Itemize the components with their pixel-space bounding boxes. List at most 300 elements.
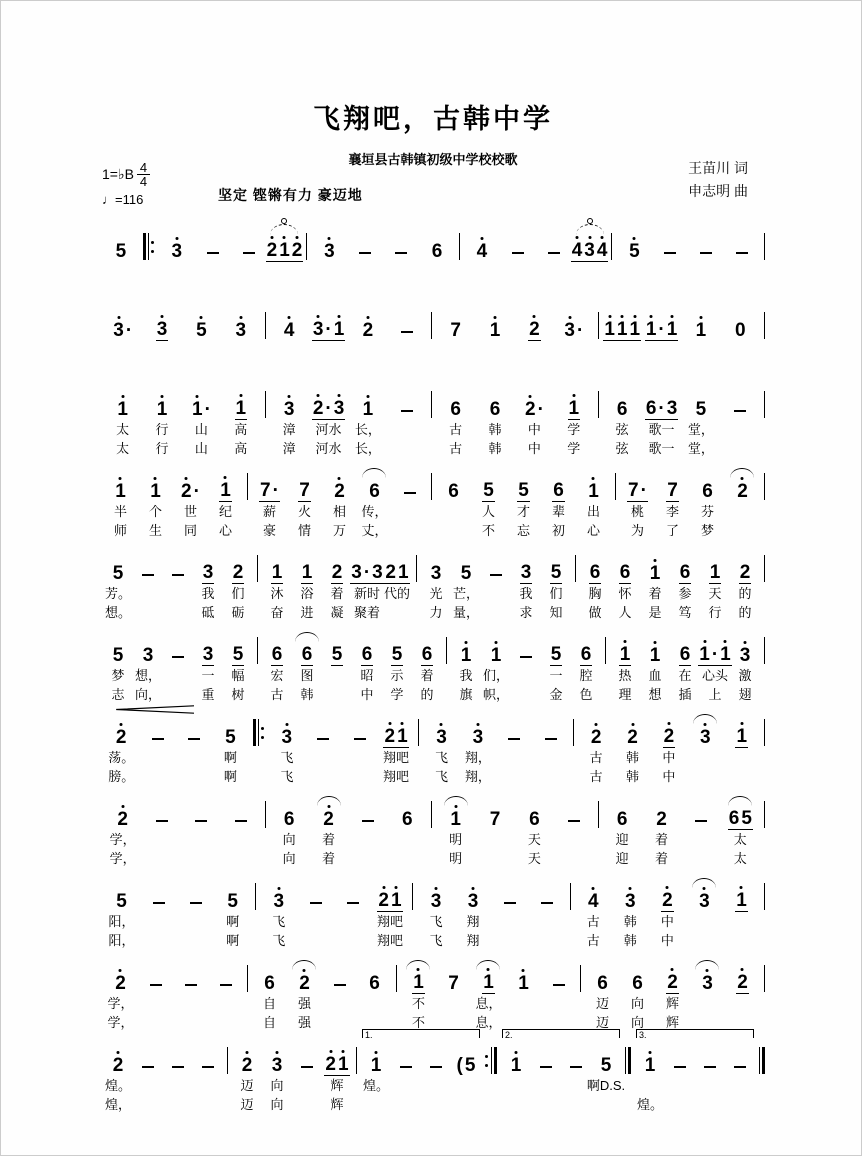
note-token [292, 1045, 322, 1114]
lyric-syllable: 代的 [383, 586, 410, 601]
key-tempo-block [102, 161, 150, 207]
time-signature [137, 161, 150, 188]
lyric-syllable: 行 [708, 605, 722, 620]
note-figure: 2 [232, 562, 244, 583]
note-figure: ( 5 [456, 1055, 476, 1076]
note-token [687, 717, 723, 786]
lyric-syllable: 古 [449, 441, 463, 456]
lyric-syllable: 出 [586, 504, 600, 519]
note-token [541, 963, 576, 1032]
expression-text: 坚定 铿锵有力 豪迈地 [218, 187, 363, 203]
note-figure: 1 · 1 [645, 319, 678, 340]
note-figure: 2 [115, 973, 126, 994]
lyric-syllable: 知 [549, 605, 563, 620]
lyric-syllable: 世 [183, 504, 197, 519]
lyric-syllable: 量， [452, 605, 479, 620]
lyric-syllable: 啊 [223, 750, 237, 765]
volta-bracket: 3. [636, 1029, 754, 1038]
slur-arc-icon [476, 960, 500, 970]
note-token [670, 553, 700, 622]
lyric-syllable: 辉 [330, 1097, 344, 1112]
note-figure [169, 553, 187, 584]
lyric-syllable: 一 [549, 668, 563, 683]
note-token [352, 635, 382, 704]
slur-arc-icon [406, 960, 430, 970]
note-figure: 2 [241, 1055, 253, 1076]
note-token [721, 799, 760, 868]
note-figure: 1 · [191, 399, 211, 420]
lyric-syllable: 山 [194, 422, 208, 437]
measure [600, 799, 764, 868]
tempo-value: =116 [115, 192, 144, 207]
lyric-syllable: 初 [551, 523, 565, 538]
note-token [193, 635, 223, 704]
note-token [388, 310, 427, 341]
note-token [506, 471, 541, 540]
lyric-syllable: 梦 [111, 668, 125, 683]
note-figure [692, 799, 710, 830]
barline [484, 1045, 498, 1076]
note-token [500, 231, 536, 262]
measure [617, 471, 763, 540]
note-figure: 6 [264, 973, 275, 994]
note-figure [169, 1045, 187, 1076]
note-token [103, 231, 139, 262]
lyric-syllable: 行 [155, 441, 169, 456]
lyric-syllable: 人 [481, 504, 495, 519]
note-figure [204, 231, 222, 262]
lyric-syllable: 煌。 [362, 1078, 389, 1093]
note-token [695, 1045, 725, 1114]
note-figure: 6 [702, 481, 713, 502]
note-figure: 3 [472, 727, 484, 748]
note-figure [398, 310, 416, 341]
lyric-syllable: 插 [678, 687, 692, 702]
lyric-syllable: 进 [300, 605, 314, 620]
note-token [690, 963, 725, 1032]
note-figure [401, 471, 419, 502]
note-figure: 1 [362, 399, 374, 420]
note-token [436, 471, 471, 540]
lyric-syllable: 啊 [223, 769, 237, 784]
note-token [138, 963, 173, 1032]
lyric-syllable: 翔， [464, 769, 491, 784]
lyric-syllable: 迈 [595, 1015, 609, 1030]
lyric-syllable: 想， [134, 668, 161, 683]
note-token [208, 471, 243, 540]
note-figure: 7 [450, 320, 461, 341]
note-figure: 2 1 [325, 1054, 349, 1075]
note-figure: 6 [553, 480, 564, 501]
note-token [348, 389, 387, 458]
note-figure: 6 [448, 481, 459, 502]
note-token [533, 717, 569, 786]
lyric-syllable: 万 [332, 523, 346, 538]
lyric-syllable: 传， [361, 504, 388, 519]
note-figure [427, 1045, 445, 1076]
note-figure: 1 [115, 481, 126, 502]
lyric-syllable: 芬 [700, 504, 714, 519]
note-figure: 3 · 1 [312, 319, 345, 340]
note-figure: 2 [739, 562, 751, 583]
note-figure: 6 [283, 809, 295, 830]
measure [267, 799, 431, 868]
note-token [603, 310, 642, 341]
note-token [182, 389, 221, 458]
note-token [423, 717, 459, 786]
measure [613, 231, 763, 262]
note-token [464, 231, 500, 262]
note-figure: 7 · [260, 480, 279, 501]
lyric-syllable: 弦 [615, 441, 629, 456]
note-token [252, 963, 287, 1032]
note-figure: 6 [632, 973, 643, 994]
lyric-syllable: 纪 [218, 504, 232, 519]
measure [418, 553, 574, 622]
lyric-syllable: 古 [586, 933, 600, 948]
lyric-syllable: 凝 [330, 605, 344, 620]
lyric-syllable: 煌， [104, 1097, 131, 1112]
lyric-syllable: 古 [449, 422, 463, 437]
lyric-syllable: 飞 [429, 933, 443, 948]
lyric-syllable: 芒， [452, 586, 479, 601]
note-figure [359, 799, 377, 830]
lyric-syllable: 弦 [615, 422, 629, 437]
note-figure: 1 [489, 320, 501, 341]
lyric-syllable: 煌。 [104, 1078, 131, 1093]
note-figure: 6 [361, 644, 373, 665]
measure [100, 635, 256, 704]
note-figure: 7 · [628, 480, 647, 501]
lyric-syllable: 天 [708, 586, 722, 601]
note-token [193, 1045, 223, 1114]
lyric-syllable: 迈 [240, 1078, 254, 1093]
note-token [221, 799, 260, 868]
lyric-syllable: 砥 [201, 605, 215, 620]
lyric-syllable: 高 [234, 441, 248, 456]
note-figure [509, 231, 527, 262]
note-figure: 1 [588, 481, 599, 502]
note-token [309, 310, 348, 341]
note-figure: 1 [150, 481, 161, 502]
lyric-syllable: 自 [262, 1015, 276, 1030]
note-token [382, 553, 412, 622]
lyric-syllable: 忘 [516, 523, 530, 538]
music-system [100, 310, 766, 341]
note-token [208, 963, 243, 1032]
note-figure: 1 [649, 563, 661, 584]
note-token [348, 310, 387, 341]
measure [100, 231, 142, 262]
measure [433, 389, 597, 458]
note-figure [139, 1045, 157, 1076]
note-figure: 3 [436, 727, 447, 748]
slur-arc-icon [693, 714, 717, 724]
barline [758, 1045, 766, 1076]
note-token [554, 799, 593, 868]
barline [763, 389, 766, 420]
lyric-syllable: 着 [330, 586, 344, 601]
note-figure [199, 1045, 217, 1076]
lyric-syllable: 飞 [434, 750, 448, 765]
measure [100, 471, 246, 540]
note-token [177, 881, 214, 950]
note-token [292, 553, 322, 622]
measure [100, 1045, 226, 1114]
note-figure [567, 1045, 585, 1076]
lyric-syllable: 腔 [579, 668, 593, 683]
note-token [322, 635, 352, 704]
note-token [541, 635, 571, 704]
note-token [173, 471, 208, 540]
lyric-syllable: 长， [354, 441, 381, 456]
note-figure: 5 [391, 644, 403, 665]
lyric-syllable: 宏 [270, 668, 284, 683]
barline [142, 231, 156, 262]
note-figure: 5 [331, 644, 343, 665]
measure [259, 553, 415, 622]
credits [688, 157, 748, 203]
note-figure [344, 881, 362, 912]
lyric-syllable: 漳 [282, 422, 296, 437]
note-token [586, 1045, 626, 1114]
barline [252, 717, 266, 748]
measure [433, 799, 597, 868]
note-token [378, 717, 414, 786]
note-figure: 6 [369, 973, 380, 994]
note-token [382, 635, 412, 704]
measure [100, 389, 264, 458]
lyric-syllable: 漳 [282, 441, 296, 456]
note-token [506, 963, 541, 1032]
measure [229, 1045, 355, 1114]
note-figure: 2 [627, 727, 638, 748]
lyric-syllable: 强 [297, 1015, 311, 1030]
note-figure: 2 [117, 809, 128, 830]
measure [420, 717, 572, 786]
slur-arc-icon [295, 632, 319, 642]
note-figure: 6 [589, 562, 601, 583]
note-token [138, 471, 173, 540]
note-token [640, 553, 670, 622]
note-token [392, 471, 427, 540]
note-figure: 5 [112, 563, 124, 584]
lyric-syllable: 色 [579, 687, 593, 702]
lyric-syllable: 学， [107, 996, 134, 1011]
note-token [357, 471, 392, 540]
note-figure: 5 [196, 320, 207, 341]
note-figure [731, 389, 749, 420]
note-figure: 6 [597, 973, 608, 994]
note-figure: 3 [467, 891, 479, 912]
note-token [311, 231, 347, 262]
note-figure: 1 [235, 398, 247, 419]
note-figure: 5 [112, 645, 124, 666]
measure [498, 1030, 626, 1114]
note-figure [153, 799, 171, 830]
lyric-syllable: 怀 [618, 586, 632, 601]
note-token [614, 717, 650, 786]
song-subtitle: 襄垣县古韩镇初级中学校校歌 [348, 152, 518, 167]
lyric-syllable: 学， [109, 832, 136, 847]
note-figure: 3 [142, 645, 154, 666]
note-token [640, 635, 670, 704]
lyric-syllable: 聚着 [353, 605, 380, 620]
note-figure: 3 [171, 241, 183, 262]
note-token [163, 1045, 193, 1114]
note-token [223, 635, 253, 704]
key-signature: 1=♭B [102, 166, 134, 182]
note-figure [150, 881, 168, 912]
lyric-syllable: 薪 [262, 504, 276, 519]
note-token [270, 799, 309, 868]
note-token [730, 635, 760, 704]
measure [572, 881, 763, 950]
note-figure: 0 [735, 320, 746, 341]
barline [763, 717, 766, 748]
music-system [100, 471, 766, 540]
note-figure: 2 [662, 890, 673, 911]
lyric-syllable: 向， [134, 687, 161, 702]
note-token [133, 553, 163, 622]
lyric-syllable: 古 [589, 750, 603, 765]
note-figure [147, 963, 165, 994]
lyric-syllable: 啊D.S. [586, 1078, 626, 1093]
note-figure [331, 963, 349, 994]
note-figure: 1 [695, 320, 707, 341]
note-token [214, 881, 251, 950]
measure [267, 389, 431, 458]
note-figure: 3 [324, 241, 335, 262]
barline [763, 553, 766, 584]
lyric-syllable: 向 [282, 851, 296, 866]
note-figure: 3 [202, 562, 214, 583]
lyric-syllable: 的 [420, 687, 434, 702]
lyric-syllable: 心 [218, 523, 232, 538]
note-token [142, 389, 181, 458]
lyric-syllable: 向 [270, 1097, 284, 1112]
note-token [176, 717, 212, 786]
note-token [585, 963, 620, 1032]
lyric-syllable: 金 [549, 687, 563, 702]
note-figure: 1 [117, 399, 128, 420]
lyric-syllable: 做 [588, 605, 602, 620]
lyric-syllable: 煌。 [636, 1097, 663, 1112]
lyric-syllable: 心头 [701, 668, 728, 683]
note-token [163, 635, 193, 704]
measure [100, 963, 246, 1032]
time-signature-top: 4 [137, 161, 150, 175]
lyric-syllable: 一 [201, 668, 215, 683]
note-figure: 3 [625, 891, 636, 912]
lyric-syllable: 堂， [687, 441, 714, 456]
note-figure [307, 881, 325, 912]
lyric-syllable: 强 [297, 996, 311, 1011]
note-token [515, 310, 554, 341]
barline [763, 635, 766, 666]
note-figure: 6 [616, 809, 628, 830]
lyric-syllable: 同 [183, 523, 197, 538]
lyric-syllable: 中 [527, 422, 541, 437]
note-token [401, 963, 436, 1032]
note-token [267, 231, 303, 262]
note-figure [314, 717, 332, 748]
note-figure: 3 [156, 319, 168, 340]
note-token [103, 635, 133, 704]
lyric-syllable: 明 [449, 832, 463, 847]
note-figure: 6 [489, 399, 501, 420]
note-token [681, 310, 720, 341]
lyric-syllable: 息， [475, 996, 502, 1011]
note-token [655, 471, 690, 540]
note-figure: 1 [449, 799, 462, 830]
note-figure: 5 [550, 644, 562, 665]
note-figure: 6 [450, 399, 461, 420]
barline [763, 310, 766, 341]
lyric-syllable: 昭 [360, 668, 374, 683]
note-figure: 2 1 2 [266, 231, 304, 262]
measure [577, 553, 763, 622]
note-figure: 2 · [524, 399, 544, 420]
lyric-syllable: 长， [354, 422, 381, 437]
note-figure: 2 [334, 481, 345, 502]
lyric-syllable: 太 [733, 851, 747, 866]
note-token [529, 881, 566, 950]
lyric-syllable: 迈 [240, 1097, 254, 1112]
measure [100, 799, 264, 868]
lyric-syllable: 学 [390, 687, 404, 702]
note-token [575, 881, 612, 950]
note-token [610, 635, 640, 704]
slur-arc-icon [728, 796, 752, 806]
note-figure [731, 1045, 749, 1076]
lyric-syllable: 我 [201, 586, 215, 601]
note-figure [733, 231, 751, 262]
lyric-syllable: 砺 [231, 605, 245, 620]
note-figure: 7 [667, 480, 678, 501]
lyric-syllable: 行 [155, 422, 169, 437]
note-figure: 6 [368, 471, 381, 502]
lyric-syllable: 示 [390, 668, 404, 683]
note-token [287, 963, 322, 1032]
note-figure [501, 881, 519, 912]
note-figure: 3 [202, 644, 214, 665]
note-figure [538, 881, 556, 912]
note-figure: 6 [271, 644, 283, 665]
measure [607, 635, 763, 704]
note-figure: 2 [667, 972, 678, 993]
note-figure: 4 [476, 241, 488, 262]
lyric-syllable: 向 [630, 996, 644, 1011]
note-figure: 5 [115, 241, 127, 262]
note-figure: 1 [510, 1055, 522, 1076]
note-figure: 3 [520, 562, 532, 583]
note-token [103, 799, 142, 868]
note-figure: 6 [301, 635, 314, 666]
music-system [100, 881, 766, 950]
note-figure [392, 231, 410, 262]
lyric-syllable: 志 [111, 687, 125, 702]
note-token [391, 1045, 421, 1114]
note-token [655, 963, 690, 1032]
note-figure: 1 [709, 562, 721, 583]
lyric-syllable: 太 [116, 422, 130, 437]
note-token [292, 635, 322, 704]
note-figure: 3 [273, 891, 285, 912]
lyric-syllable: 学， [109, 851, 136, 866]
note-figure [240, 231, 258, 262]
note-figure: 3 · [113, 320, 133, 341]
